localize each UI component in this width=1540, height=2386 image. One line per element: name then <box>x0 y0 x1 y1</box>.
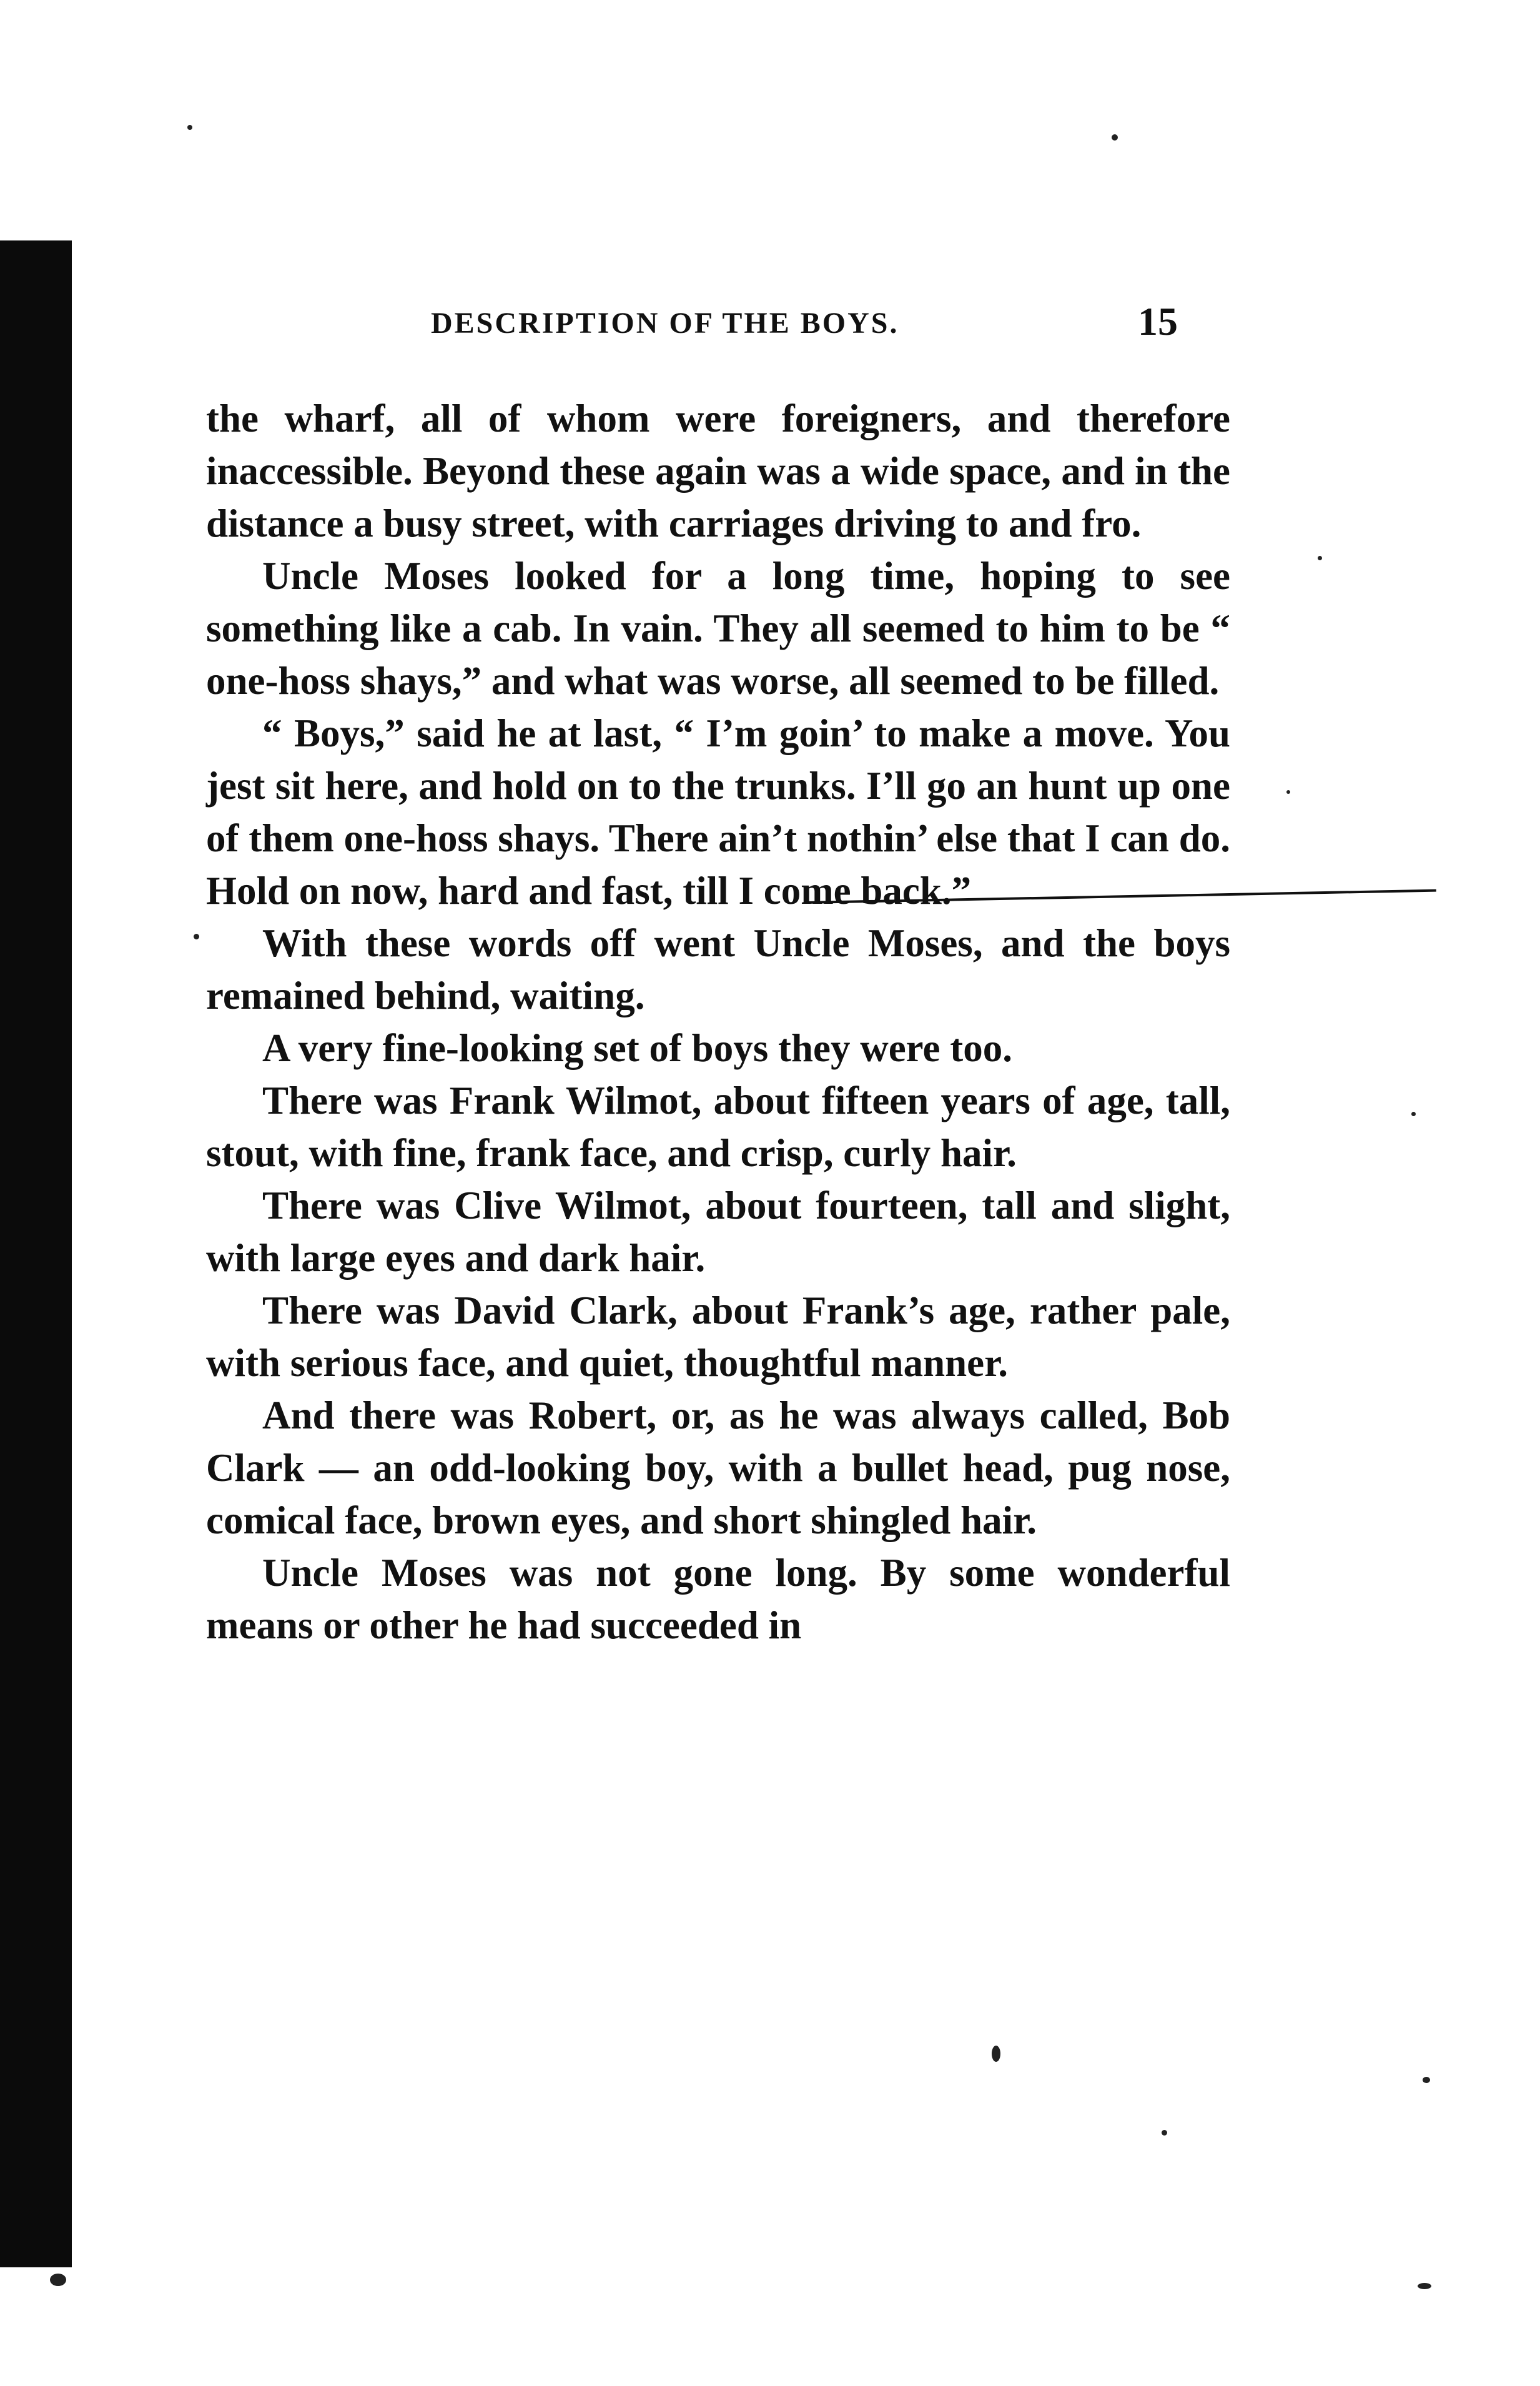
scan-speck <box>1423 2077 1430 2083</box>
paragraph-8: There was David Clark, about Frank’s age, rather pale, with serious face, and quiet, thoughtful manner. <box>206 1289 1230 1385</box>
paragraph-10: Uncle Moses was not gone long. By some wonderful means or other he had succeeded in <box>206 1551 1230 1647</box>
scan-speck <box>1411 1112 1416 1116</box>
paragraph-7: There was Clive Wilmot, about fourteen, tall and slight, with large eyes and dark hair. <box>206 1184 1230 1280</box>
paragraph-6: There was Frank Wilmot, about fifteen years of age, tall, stout, with fine, frank face, and crisp, curly hair. <box>206 1079 1230 1175</box>
scan-speck <box>1162 2130 1167 2136</box>
scan-speck <box>187 125 192 130</box>
scan-speck <box>992 2046 1000 2062</box>
scan-speck <box>1112 134 1118 141</box>
scan-speck <box>1286 790 1290 794</box>
scan-speck <box>1418 2283 1431 2289</box>
paragraph-2: Uncle Moses looked for a long time, hoping to see something like a cab. In vain. They all seemed to him to be “ one-hoss shays,” and what was worse, all seemed to be filled. <box>206 554 1230 703</box>
paragraph-4: With these words off went Uncle Moses, and the boys remained behind, waiting. <box>206 921 1230 1017</box>
paragraph-3: “ Boys,” said he at last, “ I’m goin’ to make a move. You jest sit here, and hold on to the trunks. I’ll go an hunt up one of them one-hoss shays. There ain’t nothin’ else that I can do. Hold on now, hard and fast, till I come back.” <box>206 711 1230 913</box>
scan-speck <box>194 934 199 939</box>
running-head: DESCRIPTION OF THE BOYS. <box>431 307 899 340</box>
scan-speck <box>1318 556 1322 560</box>
scan-speck <box>50 2274 66 2286</box>
body-text <box>206 392 1230 1651</box>
paragraph-5: A very fine-looking set of boys they were too. <box>262 1026 1012 1070</box>
paragraph-9: And there was Robert, or, as he was always called, Bob Clark — an odd-looking boy, with a bullet head, pug nose, comical face, brown eyes, and short shingled hair. <box>206 1393 1230 1542</box>
paragraph-1: the wharf, all of whom were foreigners, and therefore inaccessible. Beyond these again was a wide space, and in the distance a busy street, with carriages driving to and fro. <box>206 397 1230 545</box>
page-number: 15 <box>1138 299 1178 344</box>
